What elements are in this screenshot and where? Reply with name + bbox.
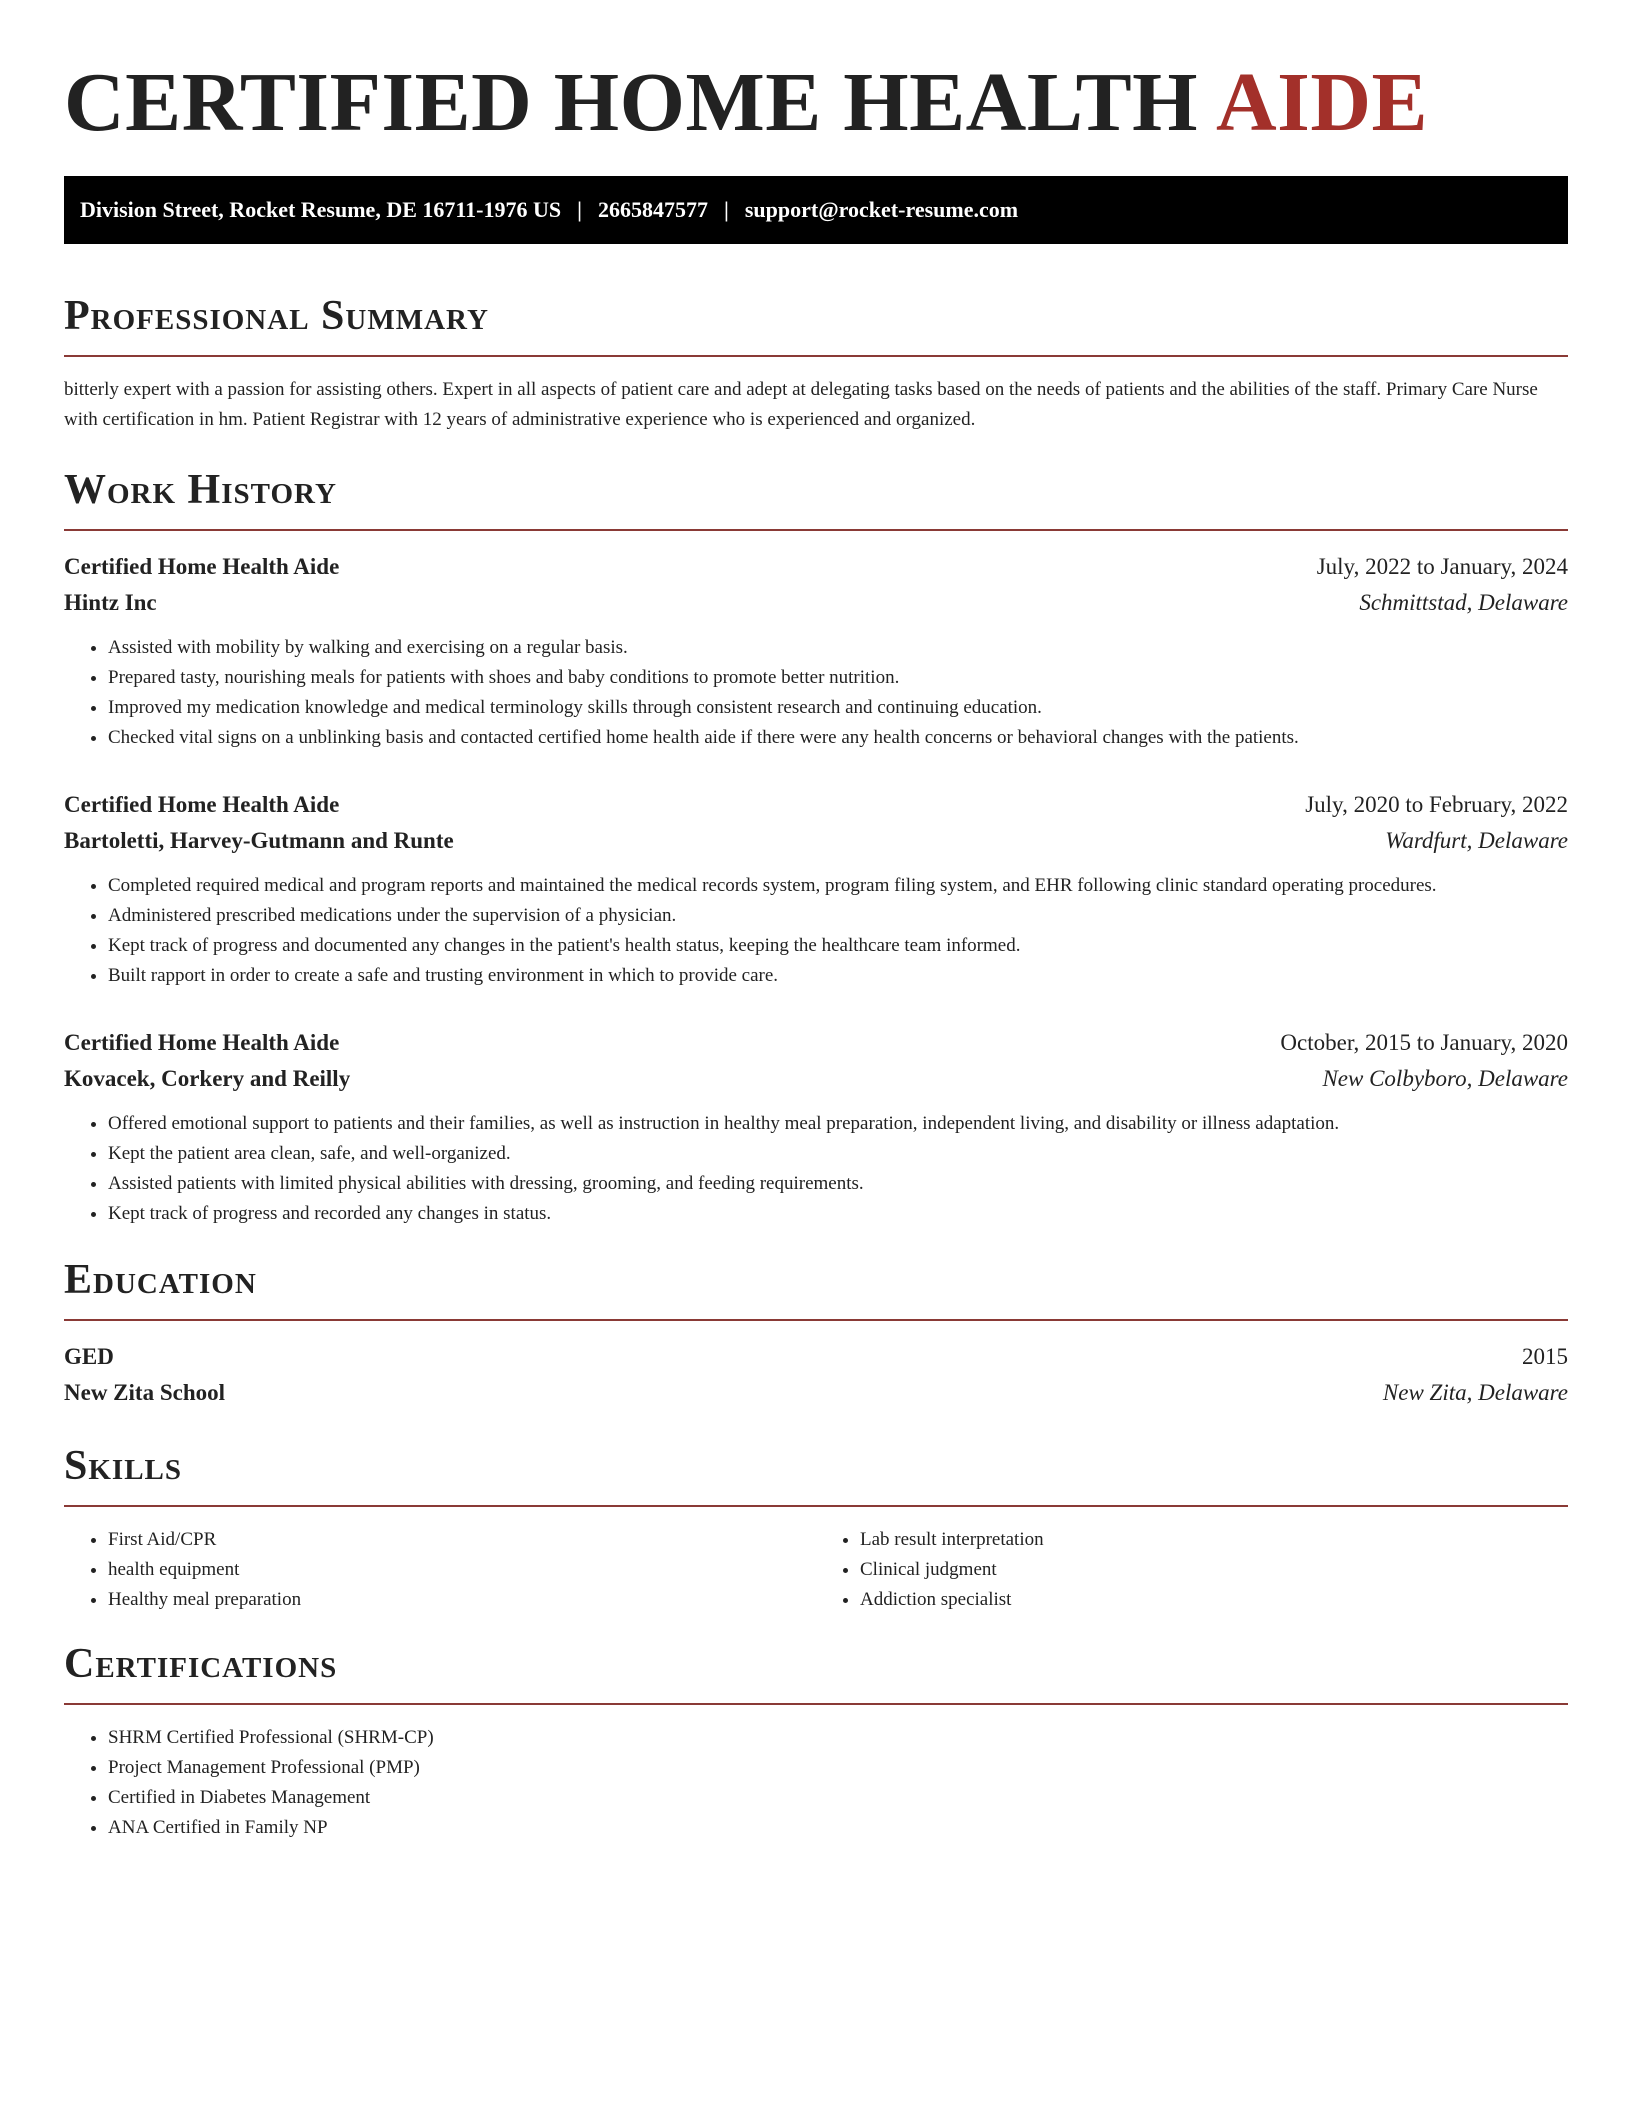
job-company: Bartoletti, Harvey-Gutmann and Runte: [64, 828, 454, 853]
section-title-certifications: Certifications: [64, 1641, 338, 1687]
education-degree-row: [64, 1339, 1568, 1375]
job-dates: July, 2022 to January, 2024: [1316, 554, 1568, 579]
job-role: Certified Home Health Aide: [64, 1030, 340, 1055]
summary-text: bitterly expert with a passion for assisting others. Expert in all aspects of patient care and adept at delegating tasks based on the needs of patients and the abilities of the staff. Primary Care Nurse with certification in hm. Patient Registrar with 12 years of administrative experience who is experienced and organized.: [64, 379, 1538, 430]
list-item: • Checked vital signs on a unblinking basis and contacted certified home health aide if there were any health concerns or behavioral changes with the patients.: [108, 723, 1568, 753]
name-last: AIDE: [1216, 56, 1429, 149]
summary-section: [64, 291, 1568, 435]
job-location: Wardfurt, Delaware: [1385, 828, 1568, 853]
education-school-row: [64, 1375, 1568, 1411]
list-item: • Certified in Diabetes Management: [108, 1783, 1568, 1813]
contact-separator: |: [723, 197, 729, 222]
list-item: • Lab result interpretation: [860, 1525, 1568, 1555]
list-item: • Administered prescribed medications under the supervision of a physician.: [108, 901, 1568, 931]
skills-section: [64, 1441, 1568, 1615]
list-item: • Improved my medication knowledge and medical terminology skills through consistent research and continuing education.: [108, 693, 1568, 723]
list-item: • Built rapport in order to create a safe and trusting environment in which to provide care.: [108, 961, 1568, 991]
job-entry: [64, 549, 1568, 753]
job-role: Certified Home Health Aide: [64, 554, 340, 579]
education-location: New Zita, Delaware: [1382, 1380, 1568, 1405]
job-company-row: [64, 1061, 1568, 1097]
contact-email: support@rocket-resume.com: [744, 197, 1019, 222]
job-dates: October, 2015 to January, 2020: [1280, 1030, 1568, 1055]
section-rule: [64, 529, 1568, 531]
work-section: [64, 465, 1568, 1229]
skills-list-left: [64, 1525, 816, 1615]
skills-grid: [64, 1525, 1568, 1615]
list-item: • Kept track of progress and recorded any changes in status.: [108, 1199, 1568, 1229]
job-company-row: [64, 823, 1568, 859]
section-rule: [64, 1505, 1568, 1507]
name-first: CERTIFIED HOME HEALTH: [64, 56, 1198, 149]
job-header-row: [64, 1025, 1568, 1061]
list-item: • Assisted patients with limited physical abilities with dressing, grooming, and feeding requirements.: [108, 1169, 1568, 1199]
section-title-work: Work History: [64, 467, 337, 513]
list-item: • Offered emotional support to patients and their families, as well as instruction in healthy meal preparation, independent living, and disability or illness adaptation.: [108, 1109, 1568, 1139]
education-school: New Zita School: [64, 1380, 225, 1405]
job-header-row: [64, 787, 1568, 823]
education-year: 2015: [1522, 1344, 1568, 1369]
list-item: • SHRM Certified Professional (SHRM-CP): [108, 1723, 1568, 1753]
job-company: Hintz Inc: [64, 590, 157, 615]
section-rule: [64, 1703, 1568, 1705]
list-item: • Prepared tasty, nourishing meals for patients with shoes and baby conditions to promote better nutrition.: [108, 663, 1568, 693]
contact-phone: 2665847577: [597, 197, 708, 222]
list-item: • Project Management Professional (PMP): [108, 1753, 1568, 1783]
job-bullets: [64, 871, 1568, 991]
list-item: • Addiction specialist: [860, 1585, 1568, 1615]
section-rule: [64, 355, 1568, 357]
job-role: Certified Home Health Aide: [64, 792, 340, 817]
job-bullets: [64, 633, 1568, 753]
job-entry: [64, 787, 1568, 991]
job-header-row: [64, 549, 1568, 585]
job-dates: July, 2020 to February, 2022: [1305, 792, 1568, 817]
job-location: New Colbyboro, Delaware: [1322, 1066, 1568, 1091]
education-section: [64, 1255, 1568, 1411]
section-rule: [64, 1319, 1568, 1321]
skills-list-right: [816, 1525, 1568, 1615]
job-company: Kovacek, Corkery and Reilly: [64, 1066, 351, 1091]
list-item: • Completed required medical and program reports and maintained the medical records system, program filing system, and EHR following clinic standard operating procedures.: [108, 871, 1568, 901]
list-item: • Healthy meal preparation: [108, 1585, 816, 1615]
section-title-education: Education: [64, 1257, 257, 1303]
contact-bar: [64, 176, 1568, 244]
section-title-skills: Skills: [64, 1443, 183, 1489]
section-title-summary: Professional Summary: [64, 293, 489, 339]
contact-separator: |: [577, 197, 582, 222]
job-entry: [64, 1025, 1568, 1229]
certifications-section: [64, 1639, 1568, 1843]
list-item: • health equipment: [108, 1555, 816, 1585]
list-item: • First Aid/CPR: [108, 1525, 816, 1555]
certifications-list: [64, 1723, 1568, 1843]
list-item: • ANA Certified in Family NP: [108, 1813, 1568, 1843]
education-degree: GED: [64, 1344, 114, 1369]
contact-address: Division Street, Rocket Resume, DE 16711-1976 US: [80, 197, 562, 222]
resume-name: [64, 55, 1568, 151]
job-location: Schmittstad, Delaware: [1359, 590, 1568, 615]
job-company-row: [64, 585, 1568, 621]
list-item: • Clinical judgment: [860, 1555, 1568, 1585]
list-item: • Kept the patient area clean, safe, and well-organized.: [108, 1139, 1568, 1169]
job-bullets: [64, 1109, 1568, 1229]
list-item: • Assisted with mobility by walking and exercising on a regular basis.: [108, 633, 1568, 663]
list-item: • Kept track of progress and documented any changes in the patient's health status, keeping the healthcare team informed.: [108, 931, 1568, 961]
